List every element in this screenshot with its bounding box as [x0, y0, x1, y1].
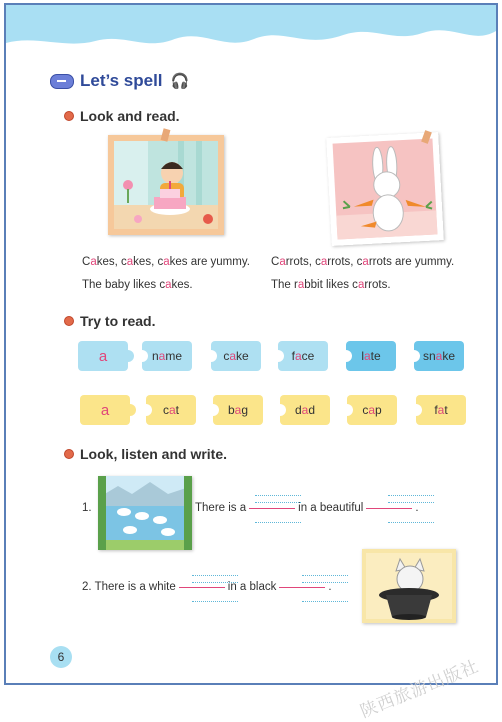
- puzzle-piece-a: a: [80, 395, 130, 425]
- publisher-watermark: 陕西旅游出版社: [357, 656, 482, 722]
- puzzle-piece-word: name: [142, 341, 192, 371]
- headphones-icon[interactable]: 🎧: [170, 72, 190, 90]
- exercise-1-number: 1.: [82, 502, 92, 514]
- arrow-pill-icon: [50, 74, 74, 89]
- lesson-title: [50, 71, 189, 91]
- writing-guide-line: [255, 495, 301, 496]
- answer-blank[interactable]: [366, 508, 412, 509]
- section-look-listen-write: [64, 446, 227, 462]
- writing-guide-line: [302, 575, 348, 576]
- puzzle-piece-word: cap: [347, 395, 397, 425]
- writing-guide-line: [388, 522, 434, 523]
- header-wave: [6, 5, 496, 65]
- writing-guide-line: [192, 601, 238, 602]
- writing-guide-line: [255, 522, 301, 523]
- section-look-and-read: [64, 108, 180, 124]
- writing-guide-line: [192, 575, 238, 576]
- writing-guide-line: [388, 502, 434, 503]
- puzzle-piece-word: bag: [213, 395, 263, 425]
- page-title: Let’s spell: [80, 71, 163, 90]
- rabbit-carrots-picture: [326, 132, 443, 246]
- exercise-1-sentence: There is a in a beautiful .: [195, 502, 419, 514]
- exercise-2-sentence: 2. There is a white in a black .: [82, 581, 332, 593]
- puzzle-piece-word: face: [278, 341, 328, 371]
- cat-in-hat-picture: [362, 549, 456, 623]
- writing-guide-line: [255, 502, 301, 503]
- writing-guide-line: [302, 601, 348, 602]
- puzzle-piece-a: a: [78, 341, 128, 371]
- answer-blank[interactable]: [249, 508, 295, 509]
- section-try-to-read: [64, 313, 155, 329]
- answer-blank[interactable]: [279, 587, 325, 588]
- textbook-page: [4, 3, 498, 722]
- puzzle-piece-word: cat: [146, 395, 196, 425]
- page-number: 6: [50, 646, 72, 668]
- answer-blank[interactable]: [179, 587, 225, 588]
- right-sentence-1: Carrots, carrots, carrots are yummy.: [271, 256, 455, 268]
- ducks-lake-picture: [98, 476, 192, 550]
- section-title: Try to read.: [80, 313, 156, 329]
- left-sentence-1: Cakes, cakes, cakes are yummy.: [82, 256, 250, 268]
- right-sentence-2: The rabbit likes carrots.: [271, 279, 391, 291]
- bullet-icon: [64, 111, 74, 121]
- writing-guide-line: [192, 582, 238, 583]
- writing-guide-line: [302, 582, 348, 583]
- puzzle-piece-word: fat: [416, 395, 466, 425]
- section-title: Look, listen and write.: [80, 446, 228, 462]
- bullet-icon: [64, 449, 74, 459]
- baby-cake-picture: [108, 135, 224, 235]
- puzzle-piece-word: cake: [211, 341, 261, 371]
- puzzle-piece-word: late: [346, 341, 396, 371]
- section-title: Look and read.: [80, 108, 180, 124]
- left-sentence-2: The baby likes cakes.: [82, 279, 193, 291]
- bullet-icon: [64, 316, 74, 326]
- puzzle-piece-word: snake: [414, 341, 464, 371]
- writing-guide-line: [388, 495, 434, 496]
- puzzle-piece-word: dad: [280, 395, 330, 425]
